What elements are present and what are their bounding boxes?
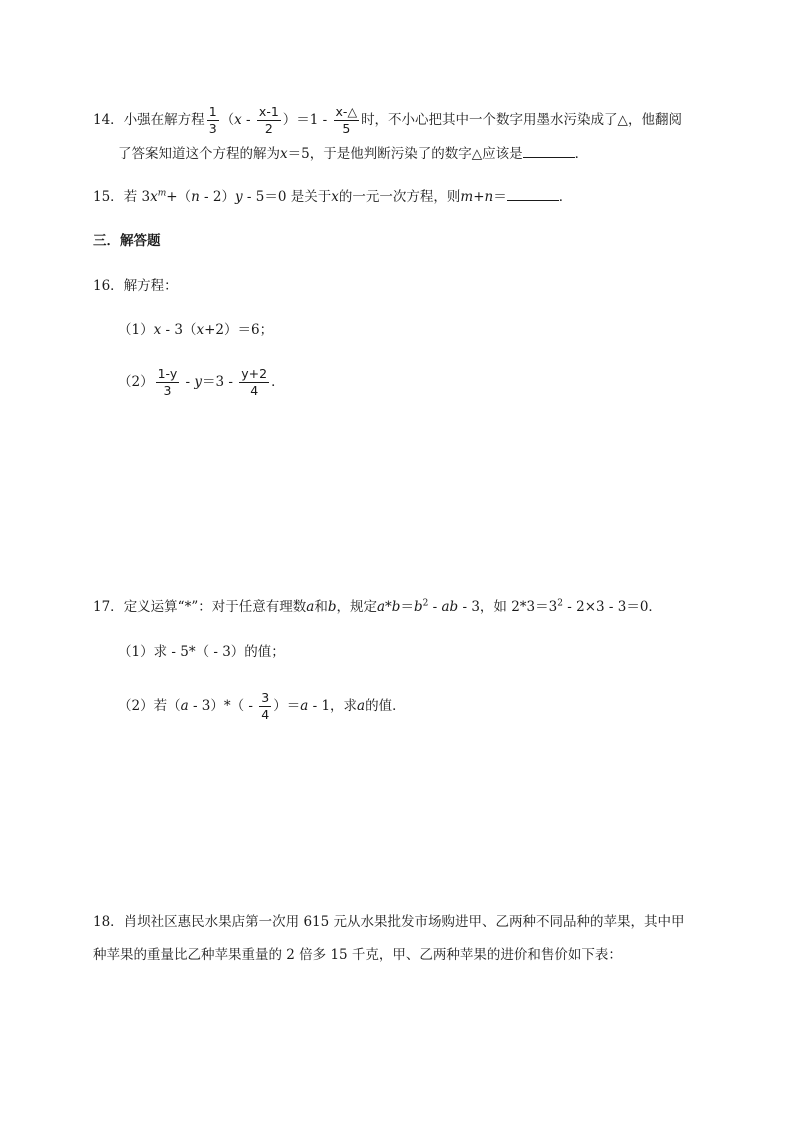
fraction: $\frac{x-1}{2}$ xyxy=(258,104,279,136)
q16-part2: （2） $\frac{1-y}{3}$ - y＝3 - $\frac{y+2}{4}$ ． xyxy=(118,366,285,398)
fraction: $\frac{1-y}{3}$ xyxy=(157,366,178,398)
fraction: $\frac{x-\triangle}{5}$ xyxy=(335,104,358,136)
q18-line2: 种苹果的重量比乙种苹果重量的 2 倍多 15 千克，甲、乙两种苹果的进价和售价如下表： xyxy=(93,947,622,963)
q17-line: 17．定义运算“*”：对于任意有理数a和b，规定$a*b=b^2$ - ab - 3，如 $2*3=3^2 - 2\times 3 - 3=0$． xyxy=(93,598,662,615)
q18-line1: 18．肖坝社区惠民水果店第一次用 615 元从水果批发市场购进甲、乙两种不同品种的苹果，其中甲 xyxy=(93,914,685,930)
fraction: $\frac{3}{4}$ xyxy=(261,690,270,722)
fraction: $\frac{1}{3}$ xyxy=(208,104,217,136)
q17-part1: （1）求 - 5*（ - 3）的值； xyxy=(118,644,285,660)
q16-part1: （1）x - 3（x+2）＝6； xyxy=(118,322,274,338)
q17-number: 17． xyxy=(93,599,124,615)
q17-part2: （2）若（a - 3）*（ - $\frac{3}{4}$ ）＝a - 1，求a的值． xyxy=(118,690,406,722)
q14-number: 14． xyxy=(93,112,124,128)
q14-line1: 14．小强在解方程 $\frac{1}{3}$ （x - $\frac{x-1}{2}$ ）＝1 - $\frac{x-\triangle}{5}$ 时，不小心把其中一个数字用墨水污染成了△，他翻阅 xyxy=(93,104,682,136)
q15-line: 15．若 $3x^m+(n - 2)y - 5=0$ 是关于x的一元一次方程，则m+n＝ ． xyxy=(93,186,572,207)
q14-line2: 了答案知道这个方程的解为x＝5，于是他判断污染了的数字△应该是 ． xyxy=(118,143,588,164)
q16-number: 16． xyxy=(93,278,124,294)
answer-blank xyxy=(507,186,559,201)
answer-blank xyxy=(523,143,575,158)
q16-title: 16．解方程： xyxy=(93,278,178,294)
fraction: $\frac{y+2}{4}$ xyxy=(241,366,268,398)
q15-number: 15． xyxy=(93,189,124,205)
section-heading: 三．解答题 xyxy=(93,233,161,249)
